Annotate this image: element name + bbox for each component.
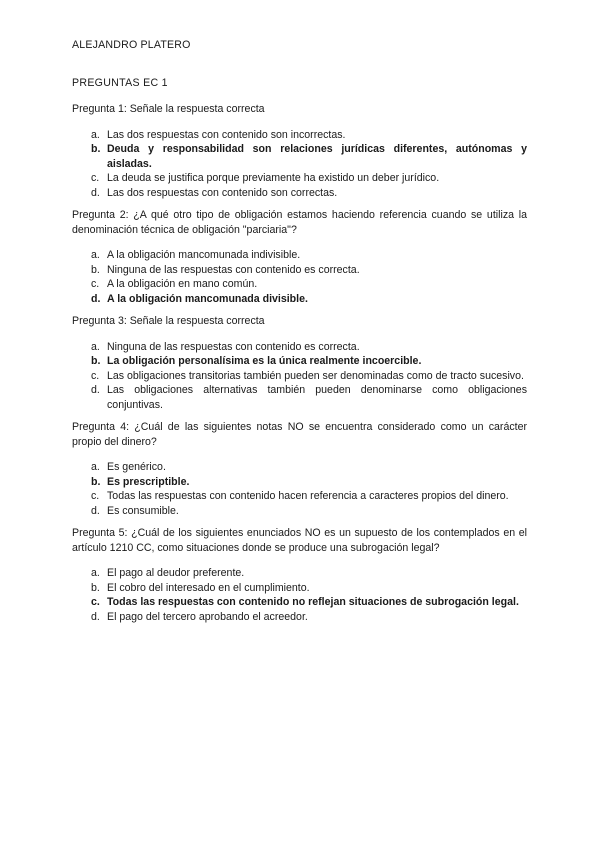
option-letter: b.: [91, 263, 100, 276]
option-letter: d.: [91, 610, 100, 623]
answer-options: [72, 248, 527, 306]
answer-option: [72, 504, 527, 519]
option-text: Las dos respuestas con contenido son incorrectas.: [107, 128, 346, 141]
option-letter: c.: [91, 596, 100, 608]
option-text: Todas las respuestas con contenido hacen referencia a caracteres propios del dinero.: [107, 490, 509, 502]
option-letter: d.: [91, 292, 101, 305]
option-letter: c.: [91, 490, 100, 502]
document-title: PREGUNTAS EC 1: [72, 76, 168, 89]
question-text: Pregunta 1: Señale la respuesta correcta: [72, 103, 265, 115]
answer-option: [72, 383, 527, 412]
answer-option-correct: [72, 475, 527, 490]
option-text: La deuda se justifica porque previamente ha existido un deber jurídico.: [107, 172, 440, 184]
question-text: Pregunta 4: ¿Cuál de las siguientes notas NO se encuentra considerado como un carácter propio del dinero?: [72, 421, 527, 448]
option-text: Las obligaciones alternativas también pueden denominarse como obligaciones conjuntivas.: [107, 384, 527, 411]
answer-option: [72, 460, 527, 475]
question-text: Pregunta 5: ¿Cuál de los siguientes enunciados NO es un supuesto de los contemplados en el artículo 1210 CC, como situaciones donde se produce una subrogación legal?: [72, 527, 527, 554]
option-text: Las obligaciones transitorias también pueden ser denominadas como de tracto sucesivo.: [107, 369, 524, 382]
option-letter: a.: [91, 461, 100, 473]
option-letter: c.: [91, 172, 100, 184]
question-text: Pregunta 3: Señale la respuesta correcta: [72, 315, 265, 327]
answer-option: [72, 489, 527, 504]
option-text: Es genérico.: [107, 461, 166, 473]
answer-option: [72, 171, 527, 186]
option-text: Es prescriptible.: [107, 475, 190, 488]
option-text: La obligación personalísima es la única realmente incoercible.: [107, 355, 422, 367]
question-list: [72, 102, 527, 624]
answer-option: [72, 248, 527, 263]
answer-option-correct: [72, 595, 527, 610]
question-text: Pregunta 2: ¿A qué otro tipo de obligación estamos haciendo referencia cuando se utiliza la denominación técnica de obligación "parciaria"?: [72, 209, 527, 236]
answer-option: [72, 263, 527, 278]
answer-option: [72, 369, 527, 384]
question-block: [72, 526, 527, 624]
option-text: El pago al deudor preferente.: [107, 567, 245, 579]
question-block: [72, 314, 527, 412]
option-letter: a.: [91, 128, 100, 141]
answer-option: [72, 128, 527, 143]
answer-option: [72, 610, 527, 625]
option-text: A la obligación en mano común.: [107, 278, 258, 290]
option-text: Deuda y responsabilidad son relaciones jurídicas diferentes, autónomas y aisladas.: [107, 143, 527, 170]
option-letter: b.: [91, 143, 101, 155]
question-block: [72, 208, 527, 306]
option-text: Es consumible.: [107, 504, 179, 517]
answer-option: [72, 581, 527, 596]
option-text: El pago del tercero aprobando el acreedor.: [107, 610, 308, 623]
option-letter: a.: [91, 249, 100, 261]
option-letter: a.: [91, 340, 100, 353]
answer-options: [72, 566, 527, 624]
option-letter: d.: [91, 504, 100, 517]
option-letter: d.: [91, 384, 100, 396]
answer-option: [72, 186, 527, 201]
answer-options: [72, 128, 527, 201]
answer-option: [72, 340, 527, 355]
question-block: [72, 420, 527, 518]
option-letter: b.: [91, 475, 101, 488]
option-text: A la obligación mancomunada divisible.: [107, 292, 308, 305]
answer-options: [72, 460, 527, 518]
option-letter: c.: [91, 369, 100, 382]
option-text: Ninguna de las respuestas con contenido es correcta.: [107, 263, 360, 276]
option-letter: d.: [91, 186, 100, 199]
option-letter: b.: [91, 355, 101, 367]
answer-options: [72, 340, 527, 413]
option-text: Ninguna de las respuestas con contenido es correcta.: [107, 340, 360, 353]
answer-option-correct: [72, 292, 527, 307]
option-text: El cobro del interesado en el cumplimiento.: [107, 581, 310, 594]
option-letter: c.: [91, 278, 100, 290]
option-letter: b.: [91, 581, 100, 594]
option-letter: a.: [91, 567, 100, 579]
answer-option: [72, 277, 527, 292]
answer-option-correct: [72, 354, 527, 369]
option-text: Todas las respuestas con contenido no reflejan situaciones de subrogación legal.: [107, 596, 519, 608]
option-text: Las dos respuestas con contenido son correctas.: [107, 186, 338, 199]
option-text: A la obligación mancomunada indivisible.: [107, 249, 301, 261]
question-block: [72, 102, 527, 200]
author-name: ALEJANDRO PLATERO: [72, 39, 191, 51]
answer-option-correct: [72, 142, 527, 171]
answer-option: [72, 566, 527, 581]
